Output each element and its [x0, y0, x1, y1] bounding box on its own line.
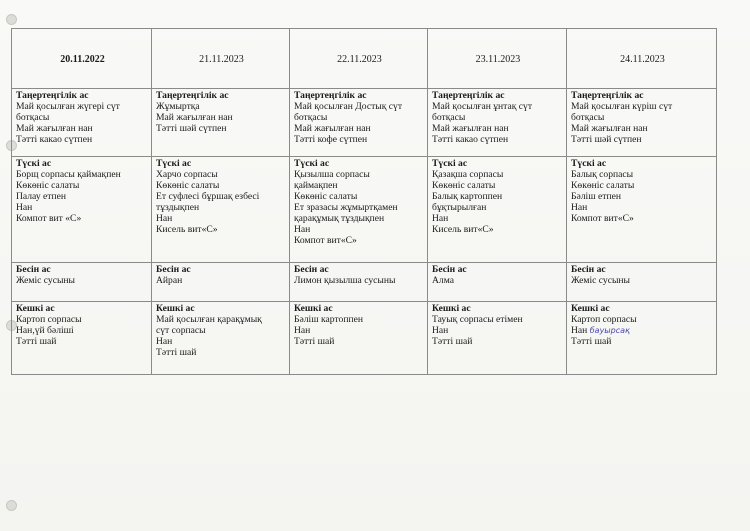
meal-title: Түскі ас	[294, 158, 330, 169]
menu-item: Май жағылған нан	[571, 123, 648, 134]
menu-item: Тәтті шәй сүтпен	[571, 134, 642, 145]
menu-item: Балық сорпасы	[571, 169, 634, 180]
menu-item: Бәліш етпен	[571, 191, 621, 202]
menu-item: Май жағылған нан	[294, 123, 371, 134]
menu-item: Көкөніс салаты	[571, 180, 635, 191]
menu-item: Көкөніс салаты	[156, 180, 220, 191]
date-header: 23.11.2023	[428, 29, 567, 89]
menu-item: ботқасы	[432, 112, 466, 123]
menu-item: Нан	[294, 224, 311, 235]
menu-item: Картоп сорпасы	[571, 314, 637, 325]
menu-item: ботқасы	[16, 112, 50, 123]
menu-cell	[152, 263, 290, 302]
menu-cell	[12, 302, 152, 375]
meal-title: Таңертеңгілік ас	[571, 90, 644, 101]
menu-item: Тәтті кофе сүтпен	[294, 134, 368, 145]
binder-hole	[6, 500, 17, 511]
menu-item: Май қосылған Достық сүт	[294, 101, 403, 112]
menu-item: Тәтті шай	[294, 336, 335, 347]
menu-item: Көкөніс салаты	[432, 180, 496, 191]
meal-title: Түскі ас	[16, 158, 52, 169]
dinner-row	[12, 302, 717, 375]
menu-item-text: Нан	[571, 325, 588, 336]
menu-item: Жеміс сусыны	[16, 275, 75, 286]
menu-item: Кисель вит«С»	[432, 224, 494, 235]
meal-title: Бесін ас	[156, 264, 191, 275]
date-header: 24.11.2023	[567, 29, 717, 89]
menu-item: Балық картоппен	[432, 191, 503, 202]
menu-item: Алма	[432, 275, 454, 286]
menu-item: Харчо сорпасы	[156, 169, 218, 180]
menu-item: бұқтырылған	[432, 202, 487, 213]
menu-item: Тәтті какао сүтпен	[16, 134, 93, 145]
meal-title: Түскі ас	[156, 158, 192, 169]
menu-item: Нан	[432, 325, 449, 336]
menu-item: Тауық сорпасы етімен	[432, 314, 523, 325]
weekly-menu-table	[11, 28, 717, 375]
menu-cell	[567, 89, 717, 157]
menu-item: Нан	[432, 213, 449, 224]
menu-item: Май жағылған нан	[156, 112, 233, 123]
meal-title: Бесін ас	[571, 264, 606, 275]
menu-item: Көкөніс салаты	[16, 180, 80, 191]
menu-item: Кисель вит«С»	[156, 224, 218, 235]
meal-title: Таңертеңгілік ас	[156, 90, 229, 101]
date-header-row	[12, 29, 717, 89]
meal-title: Бесін ас	[16, 264, 51, 275]
menu-item: Қызылша сорпасы	[294, 169, 370, 180]
menu-item: Палау етпен	[16, 191, 67, 202]
menu-item: тұздықпен	[156, 202, 200, 213]
menu-cell	[428, 89, 567, 157]
menu-item: Тәтті шай	[16, 336, 57, 347]
menu-item: Көкөніс салаты	[294, 191, 358, 202]
menu-item: Тәтті шәй сүтпен	[156, 123, 227, 134]
menu-item: Тәтті шай	[571, 336, 612, 347]
date-header: 20.11.2022	[12, 29, 152, 89]
menu-cell	[12, 263, 152, 302]
meal-title: Таңертеңгілік ас	[294, 90, 367, 101]
handwritten-note: бауырсақ	[589, 326, 630, 335]
menu-cell	[428, 157, 567, 263]
menu-item: Май қосылған ұнтақ сүт	[432, 101, 533, 112]
meal-title: Кешкі ас	[571, 303, 610, 314]
meal-title: Кешкі ас	[294, 303, 333, 314]
meal-title: Таңертеңгілік ас	[432, 90, 505, 101]
menu-item: Май жағылған нан	[16, 123, 93, 134]
menu-item: Ет суфлесі бұршақ езбесі	[156, 191, 260, 202]
menu-item: Лимон қызылша сусыны	[294, 275, 396, 286]
menu-item: ботқасы	[571, 112, 605, 123]
snack-row	[12, 263, 717, 302]
menu-item: Компот вит«С»	[294, 235, 357, 246]
menu-item: Май қосылған жүгері сүт	[16, 101, 120, 112]
menu-item: Бәліш картоппен	[294, 314, 363, 325]
menu-item: Картоп сорпасы	[16, 314, 82, 325]
menu-cell	[290, 263, 428, 302]
menu-item: Айран	[156, 275, 183, 286]
date-header: 21.11.2023	[152, 29, 290, 89]
menu-cell	[152, 157, 290, 263]
menu-item: Нан	[16, 202, 33, 213]
meal-title: Кешкі ас	[432, 303, 471, 314]
menu-item: Май қосылған қарақұмық	[156, 314, 262, 325]
menu-cell	[290, 157, 428, 263]
menu-cell	[12, 157, 152, 263]
menu-cell	[428, 263, 567, 302]
menu-cell	[290, 89, 428, 157]
menu-item: Жұмыртқа	[156, 101, 200, 112]
menu-item: Нан,үй бәліші	[16, 325, 74, 336]
menu-item: Компот вит «С»	[16, 213, 82, 224]
menu-cell	[567, 157, 717, 263]
binder-hole	[6, 14, 17, 25]
menu-item: Компот вит«С»	[571, 213, 634, 224]
breakfast-row	[12, 89, 717, 157]
menu-cell	[12, 89, 152, 157]
meal-title: Түскі ас	[432, 158, 468, 169]
menu-cell	[428, 302, 567, 375]
menu-item: Май қосылған күріш сүт	[571, 101, 673, 112]
menu-item: қаймақпен	[294, 180, 338, 191]
menu-item: Қазақша сорпасы	[432, 169, 504, 180]
menu-item: Нан	[156, 213, 173, 224]
menu-cell	[152, 89, 290, 157]
lunch-row	[12, 157, 717, 263]
menu-item: Тәтті шай	[432, 336, 473, 347]
menu-item: Ет зразасы жұмыртқамен	[294, 202, 398, 213]
meal-title: Бесін ас	[432, 264, 467, 275]
menu-item: Тәтті какао сүтпен	[432, 134, 509, 145]
menu-item: Нан	[571, 202, 588, 213]
menu-item: сүт сорпасы	[156, 325, 206, 336]
menu-cell	[567, 263, 717, 302]
menu-item: ботқасы	[294, 112, 328, 123]
meal-title: Бесін ас	[294, 264, 329, 275]
menu-cell	[290, 302, 428, 375]
menu-item: Жеміс сусыны	[571, 275, 630, 286]
menu-item: Тәтті шай	[156, 347, 197, 358]
menu-item: Нан	[294, 325, 311, 336]
meal-title: Кешкі ас	[16, 303, 55, 314]
meal-title: Түскі ас	[571, 158, 607, 169]
menu-item: Май жағылған нан	[432, 123, 509, 134]
menu-item: қарақұмық тұздықпен	[294, 213, 385, 224]
meal-title: Кешкі ас	[156, 303, 195, 314]
menu-item: Борщ сорпасы қаймақпен	[16, 169, 121, 180]
menu-cell	[152, 302, 290, 375]
meal-title: Таңертеңгілік ас	[16, 90, 89, 101]
menu-item	[571, 325, 714, 336]
menu-item: Нан	[156, 336, 173, 347]
menu-cell	[567, 302, 717, 375]
date-header: 22.11.2023	[290, 29, 428, 89]
